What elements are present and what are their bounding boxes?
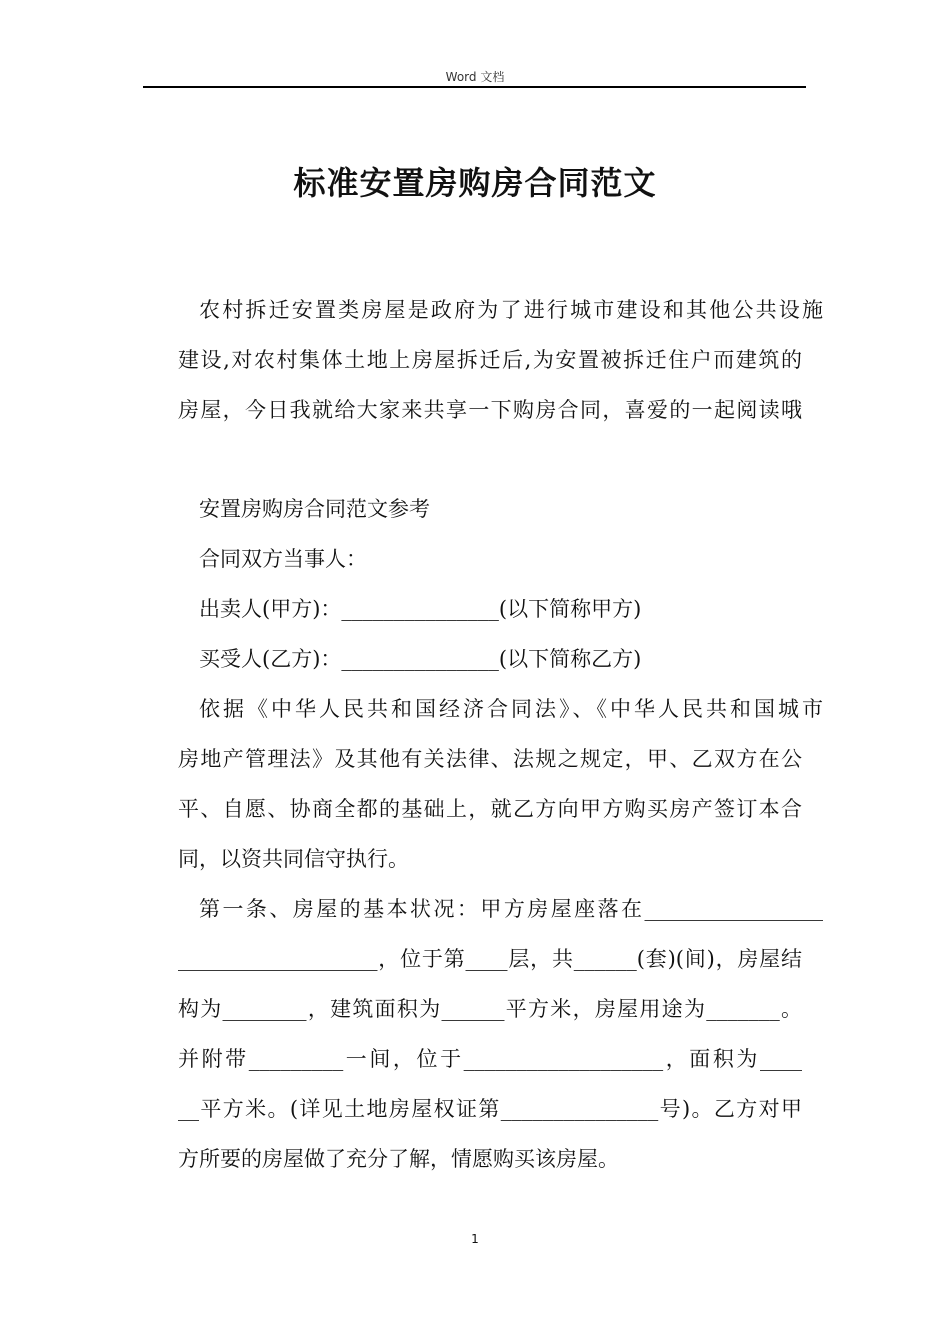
body-line: 第一条、房屋的基本状况：甲方房屋座落在_________________ <box>199 897 823 921</box>
body-line: 房屋，今日我就给大家来共享一下购房合同，喜爱的一起阅读哦 <box>178 398 802 422</box>
body-line: 并附带_________一间，位于___________________，面积为____ <box>178 1047 802 1071</box>
body-line: 安置房购房合同范文参考 <box>199 497 430 521</box>
body-line: 农村拆迁安置类房屋是政府为了进行城市建设和其他公共设施 <box>199 298 823 322</box>
body-line: 依据《中华人民共和国经济合同法》、《中华人民共和国城市 <box>199 697 823 721</box>
body-line: ___________________，位于第____层，共______(套)(间)，房屋结 <box>178 947 802 971</box>
document-title: 标准安置房购房合同范文 <box>293 164 657 202</box>
header-divider <box>143 86 806 88</box>
body-line: __平方米。(详见土地房屋权证第_______________号)。乙方对甲 <box>178 1097 802 1121</box>
body-line: 出卖人(甲方)：_______________(以下简称甲方) <box>199 597 642 621</box>
header-label: Word 文档 <box>445 70 505 84</box>
body-line: 构为________，建筑面积为______平方米，房屋用途为_______。 <box>178 997 802 1021</box>
page-number: 1 <box>471 1232 479 1246</box>
body-line: 合同双方当事人： <box>199 547 367 571</box>
body-line: 房地产管理法》及其他有关法律、法规之规定，甲、乙双方在公 <box>178 747 802 771</box>
body-line: 同，以资共同信守执行。 <box>178 847 409 871</box>
body-line: 方所要的房屋做了充分了解，情愿购买该房屋。 <box>178 1147 619 1171</box>
body-line: 买受人(乙方)：_______________(以下简称乙方) <box>199 647 642 671</box>
body-line: 建设,对农村集体土地上房屋拆迁后,为安置被拆迁住户而建筑的 <box>178 348 802 372</box>
body-line: 平、自愿、协商全都的基础上，就乙方向甲方购买房产签订本合 <box>178 797 802 821</box>
